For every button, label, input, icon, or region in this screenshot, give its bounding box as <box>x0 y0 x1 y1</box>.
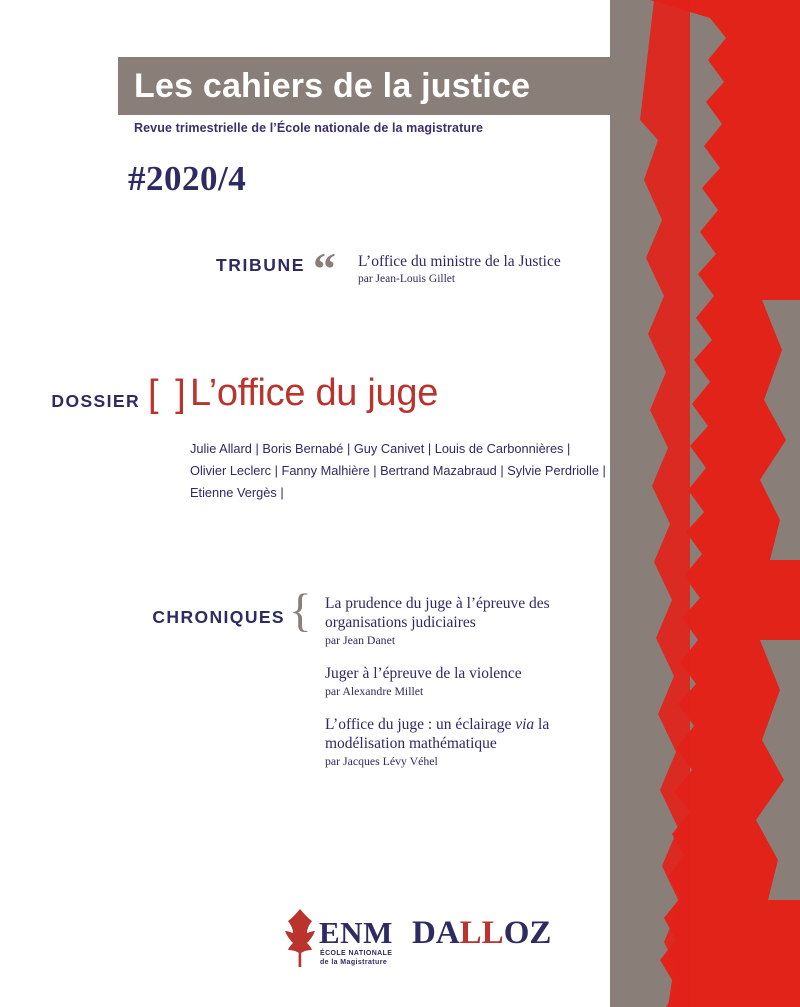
enm-acronym: ENM <box>319 915 393 950</box>
decorative-side-band <box>610 0 800 1007</box>
chronique-author: par Jacques Lévy Véhel <box>325 754 438 768</box>
enm-subtitle-line2: de la Magistrature <box>320 959 388 966</box>
chronique-title: La prudence du juge à l’épreuve des organisations judiciaires <box>325 595 550 631</box>
quote-mark-icon: “ <box>313 243 336 294</box>
list-item <box>325 664 625 700</box>
list-item <box>325 594 625 649</box>
journal-subtitle: Revue trimestrielle de l’École nationale de la magistrature <box>134 121 484 135</box>
tribune-article-author: par Jean-Louis Gillet <box>358 273 456 285</box>
brace-icon: { <box>289 585 312 637</box>
section-label-dossier: DOSSIER <box>51 391 140 411</box>
chronique-title-part-2: la modélisation mathématique <box>325 716 550 752</box>
tribune-article-title: L’office du ministre de la Justice <box>358 253 561 270</box>
band-red-brush-layer <box>610 0 800 1007</box>
chroniques-list <box>325 594 625 785</box>
issue-number: #2020/4 <box>128 159 247 198</box>
chronique-title: Juger à l’épreuve de la violence <box>325 665 522 682</box>
dossier-authors: Julie Allard | Boris Bernabé | Guy Canivet | Louis de Carbonnières | Olivier Leclerc | Fanny Malhière | Bertrand Mazabraud | Sylvie Perdriolle | Etienne Vergès | <box>190 441 606 500</box>
chronique-title <box>325 715 625 753</box>
brackets-icon: [ ] <box>148 373 189 415</box>
chronique-author: par Jean Danet <box>325 633 396 647</box>
publisher-logos <box>283 905 552 980</box>
chronique-author: par Alexandre Millet <box>325 684 424 698</box>
enm-subtitle-line1: ÉCOLE NATIONALE <box>320 950 393 957</box>
dossier-title: L’office du juge <box>190 372 439 414</box>
section-label-chroniques: CHRONIQUES <box>152 607 285 627</box>
chronique-title-part-1: L’office du juge : un éclairage <box>325 716 516 733</box>
enm-emblem-icon <box>283 907 317 967</box>
chronique-title-italic: via <box>515 716 535 733</box>
section-label-tribune: TRIBUNE <box>216 255 305 275</box>
list-item <box>325 715 625 770</box>
publisher-name: DALLOZ <box>412 915 552 951</box>
journal-title: Les cahiers de la justice <box>134 67 531 105</box>
